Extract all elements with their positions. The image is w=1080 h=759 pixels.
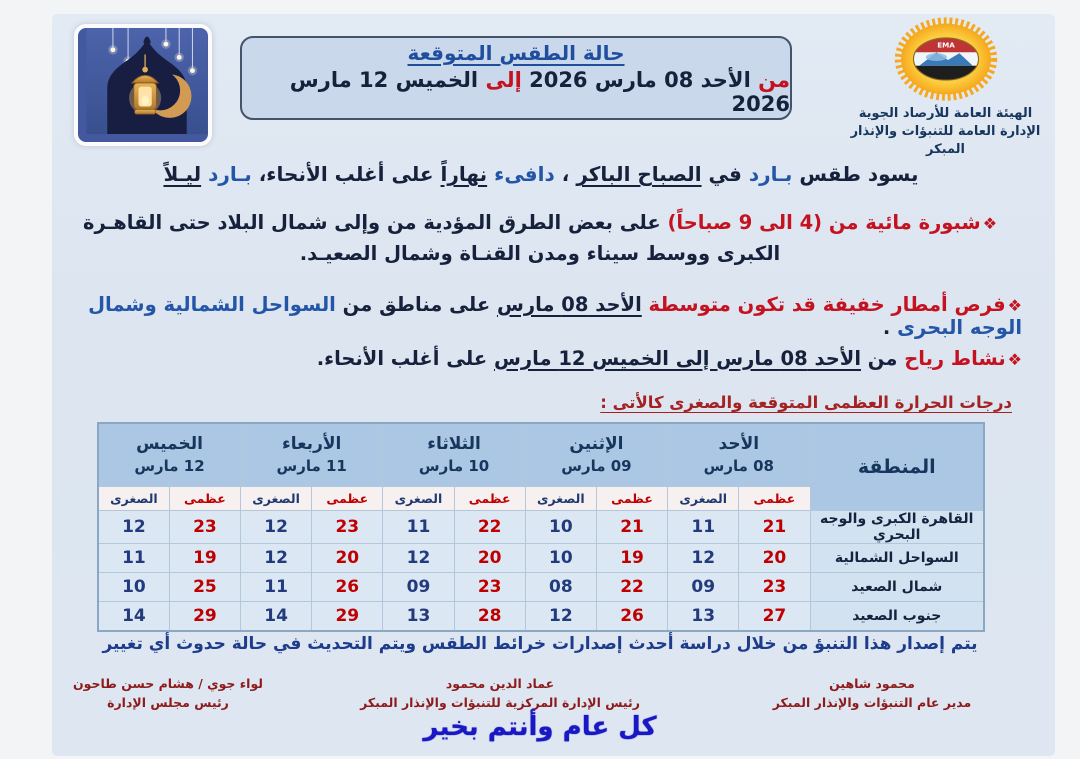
region-column-header: المنطقة	[810, 423, 984, 511]
temp-min: 14	[98, 602, 169, 632]
temp-min: 13	[383, 602, 454, 632]
temp-max: 19	[596, 544, 667, 573]
bullet-rain: ❖فرص أمطار خفيفة قد تكون متوسطة الأحد 08 مارس على مناطق من السواحل الشمالية وشمال الوجه البحرى .	[88, 292, 1022, 339]
signature-title: مدير عام التنبؤات والإنذار المبكر	[772, 695, 972, 711]
region-name: شمال الصعيد	[810, 573, 984, 602]
day-header-thursday: الخميس 12 مارس	[98, 423, 241, 487]
temp-max: 25	[169, 573, 240, 602]
temp-max: 21	[739, 511, 810, 544]
temp-max: 23	[739, 573, 810, 602]
day-header-sunday: الأحد 08 مارس	[668, 423, 810, 487]
temperature-table	[97, 422, 985, 632]
day-header-monday: الإثنين 09 مارس	[525, 423, 667, 487]
region-name: القاهرة الكبرى والوجه البحري	[810, 511, 984, 544]
signature-board-chairman	[58, 674, 278, 713]
temp-max: 22	[596, 573, 667, 602]
temp-min: 08	[525, 573, 596, 602]
ramadan-lantern-image	[74, 24, 212, 146]
ema-text: EMA	[936, 40, 955, 50]
issuance-note: يتم إصدار هذا التنبؤ من خلال دراسة أحدث إصدارات خرائط الطقس ويتم التحديث في حالة حدوث أي تغيير	[102, 634, 978, 654]
table-row	[98, 573, 984, 602]
authority-logo-block	[843, 16, 1048, 160]
region-name: جنوب الصعيد	[810, 602, 984, 632]
max-label: عظمى	[169, 487, 240, 511]
temp-min: 09	[668, 573, 739, 602]
temp-max: 29	[169, 602, 240, 632]
temp-max: 28	[454, 602, 525, 632]
temp-min: 12	[668, 544, 739, 573]
header-box	[240, 36, 792, 120]
table-row	[98, 602, 984, 632]
temp-max: 29	[312, 602, 383, 632]
max-label: عظمى	[454, 487, 525, 511]
temp-min: 11	[383, 511, 454, 544]
page-title: حالة الطقس المتوقعة	[407, 40, 625, 65]
temp-min: 14	[241, 602, 312, 632]
temp-min: 11	[668, 511, 739, 544]
temp-min: 09	[383, 573, 454, 602]
region-name: السواحل الشمالية	[810, 544, 984, 573]
temp-max: 19	[169, 544, 240, 573]
min-label: الصغرى	[383, 487, 454, 511]
table-header-days	[98, 423, 984, 487]
temp-min: 11	[241, 573, 312, 602]
temp-min: 13	[668, 602, 739, 632]
ramadan-lantern-icon	[86, 28, 208, 134]
authority-name: الهيئة العامة للأرصاد الجوية الإدارة العامة للتنبؤات والإنذار المبكر	[850, 106, 1041, 158]
temp-max: 23	[169, 511, 240, 544]
signature-name: لواء جوي / هشام حسن طاحون	[72, 676, 264, 691]
greeting-calligraphy: كل عام وأنتم بخير	[423, 712, 657, 742]
temp-min: 12	[241, 544, 312, 573]
temp-max: 23	[312, 511, 383, 544]
intro-line: يسود طقس بـارد في الصباح الباكر ، دافىء نهاراً على أغلب الأنحاء، بـارد ليـلاً	[163, 162, 919, 186]
diamond-bullet-icon: ❖	[982, 213, 998, 233]
temp-max: 23	[454, 573, 525, 602]
signature-central-admin-head	[335, 674, 665, 713]
temp-max: 27	[739, 602, 810, 632]
diamond-bullet-icon: ❖	[1007, 295, 1022, 315]
min-label: الصغرى	[241, 487, 312, 511]
temp-min: 12	[383, 544, 454, 573]
bullet-fog: ❖شبورة مائية من (4 الى 9 صباحاً) على بعض الطرق المؤدية من وإلى شمال البلاد حتى القاهـرة الكبرى ووسط سيناء ومدن القنـاة وشمال الصعيـد.	[82, 210, 998, 265]
max-label: عظمى	[739, 487, 810, 511]
temp-min: 12	[241, 511, 312, 544]
diamond-bullet-icon: ❖	[1007, 349, 1022, 369]
forecast-period: من الأحد 08 مارس 2026 إلى الخميس 12 مارس 2026	[289, 67, 790, 116]
day-header-wednesday: الأربعاء 11 مارس	[241, 423, 383, 487]
temp-max: 26	[312, 573, 383, 602]
temp-min: 10	[98, 573, 169, 602]
temp-max: 20	[739, 544, 810, 573]
day-header-tuesday: الثلاثاء 10 مارس	[383, 423, 525, 487]
bullet-wind: ❖نشاط رياح من الأحد 08 مارس إلى الخميس 12 مارس على أغلب الأنحاء.	[316, 346, 1022, 370]
signature-name: محمود شاهين	[829, 676, 915, 691]
max-label: عظمى	[596, 487, 667, 511]
temp-max: 20	[454, 544, 525, 573]
table-title: درجات الحرارة العظمى المتوقعة والصغرى كالأتى :	[600, 393, 1012, 412]
signature-name: عماد الدين محمود	[445, 676, 555, 691]
min-label: الصغرى	[98, 487, 169, 511]
signature-forecast-director	[722, 674, 1022, 713]
min-label: الصغرى	[668, 487, 739, 511]
temp-min: 11	[98, 544, 169, 573]
table-row	[98, 544, 984, 573]
max-label: عظمى	[312, 487, 383, 511]
temp-min: 10	[525, 511, 596, 544]
min-label: الصغرى	[525, 487, 596, 511]
temp-min: 10	[525, 544, 596, 573]
signature-title: رئيس مجلس الإدارة	[107, 695, 229, 711]
table-row	[98, 511, 984, 544]
temp-max: 22	[454, 511, 525, 544]
signature-title: رئيس الإدارة المركزية للتنبؤات والإنذار المبكر	[360, 695, 640, 711]
temp-max: 21	[596, 511, 667, 544]
temp-min: 12	[525, 602, 596, 632]
temp-min: 12	[98, 511, 169, 544]
temp-max: 26	[596, 602, 667, 632]
signatures-row	[58, 674, 1022, 713]
ema-sun-logo-icon	[876, 16, 1016, 104]
temp-max: 20	[312, 544, 383, 573]
